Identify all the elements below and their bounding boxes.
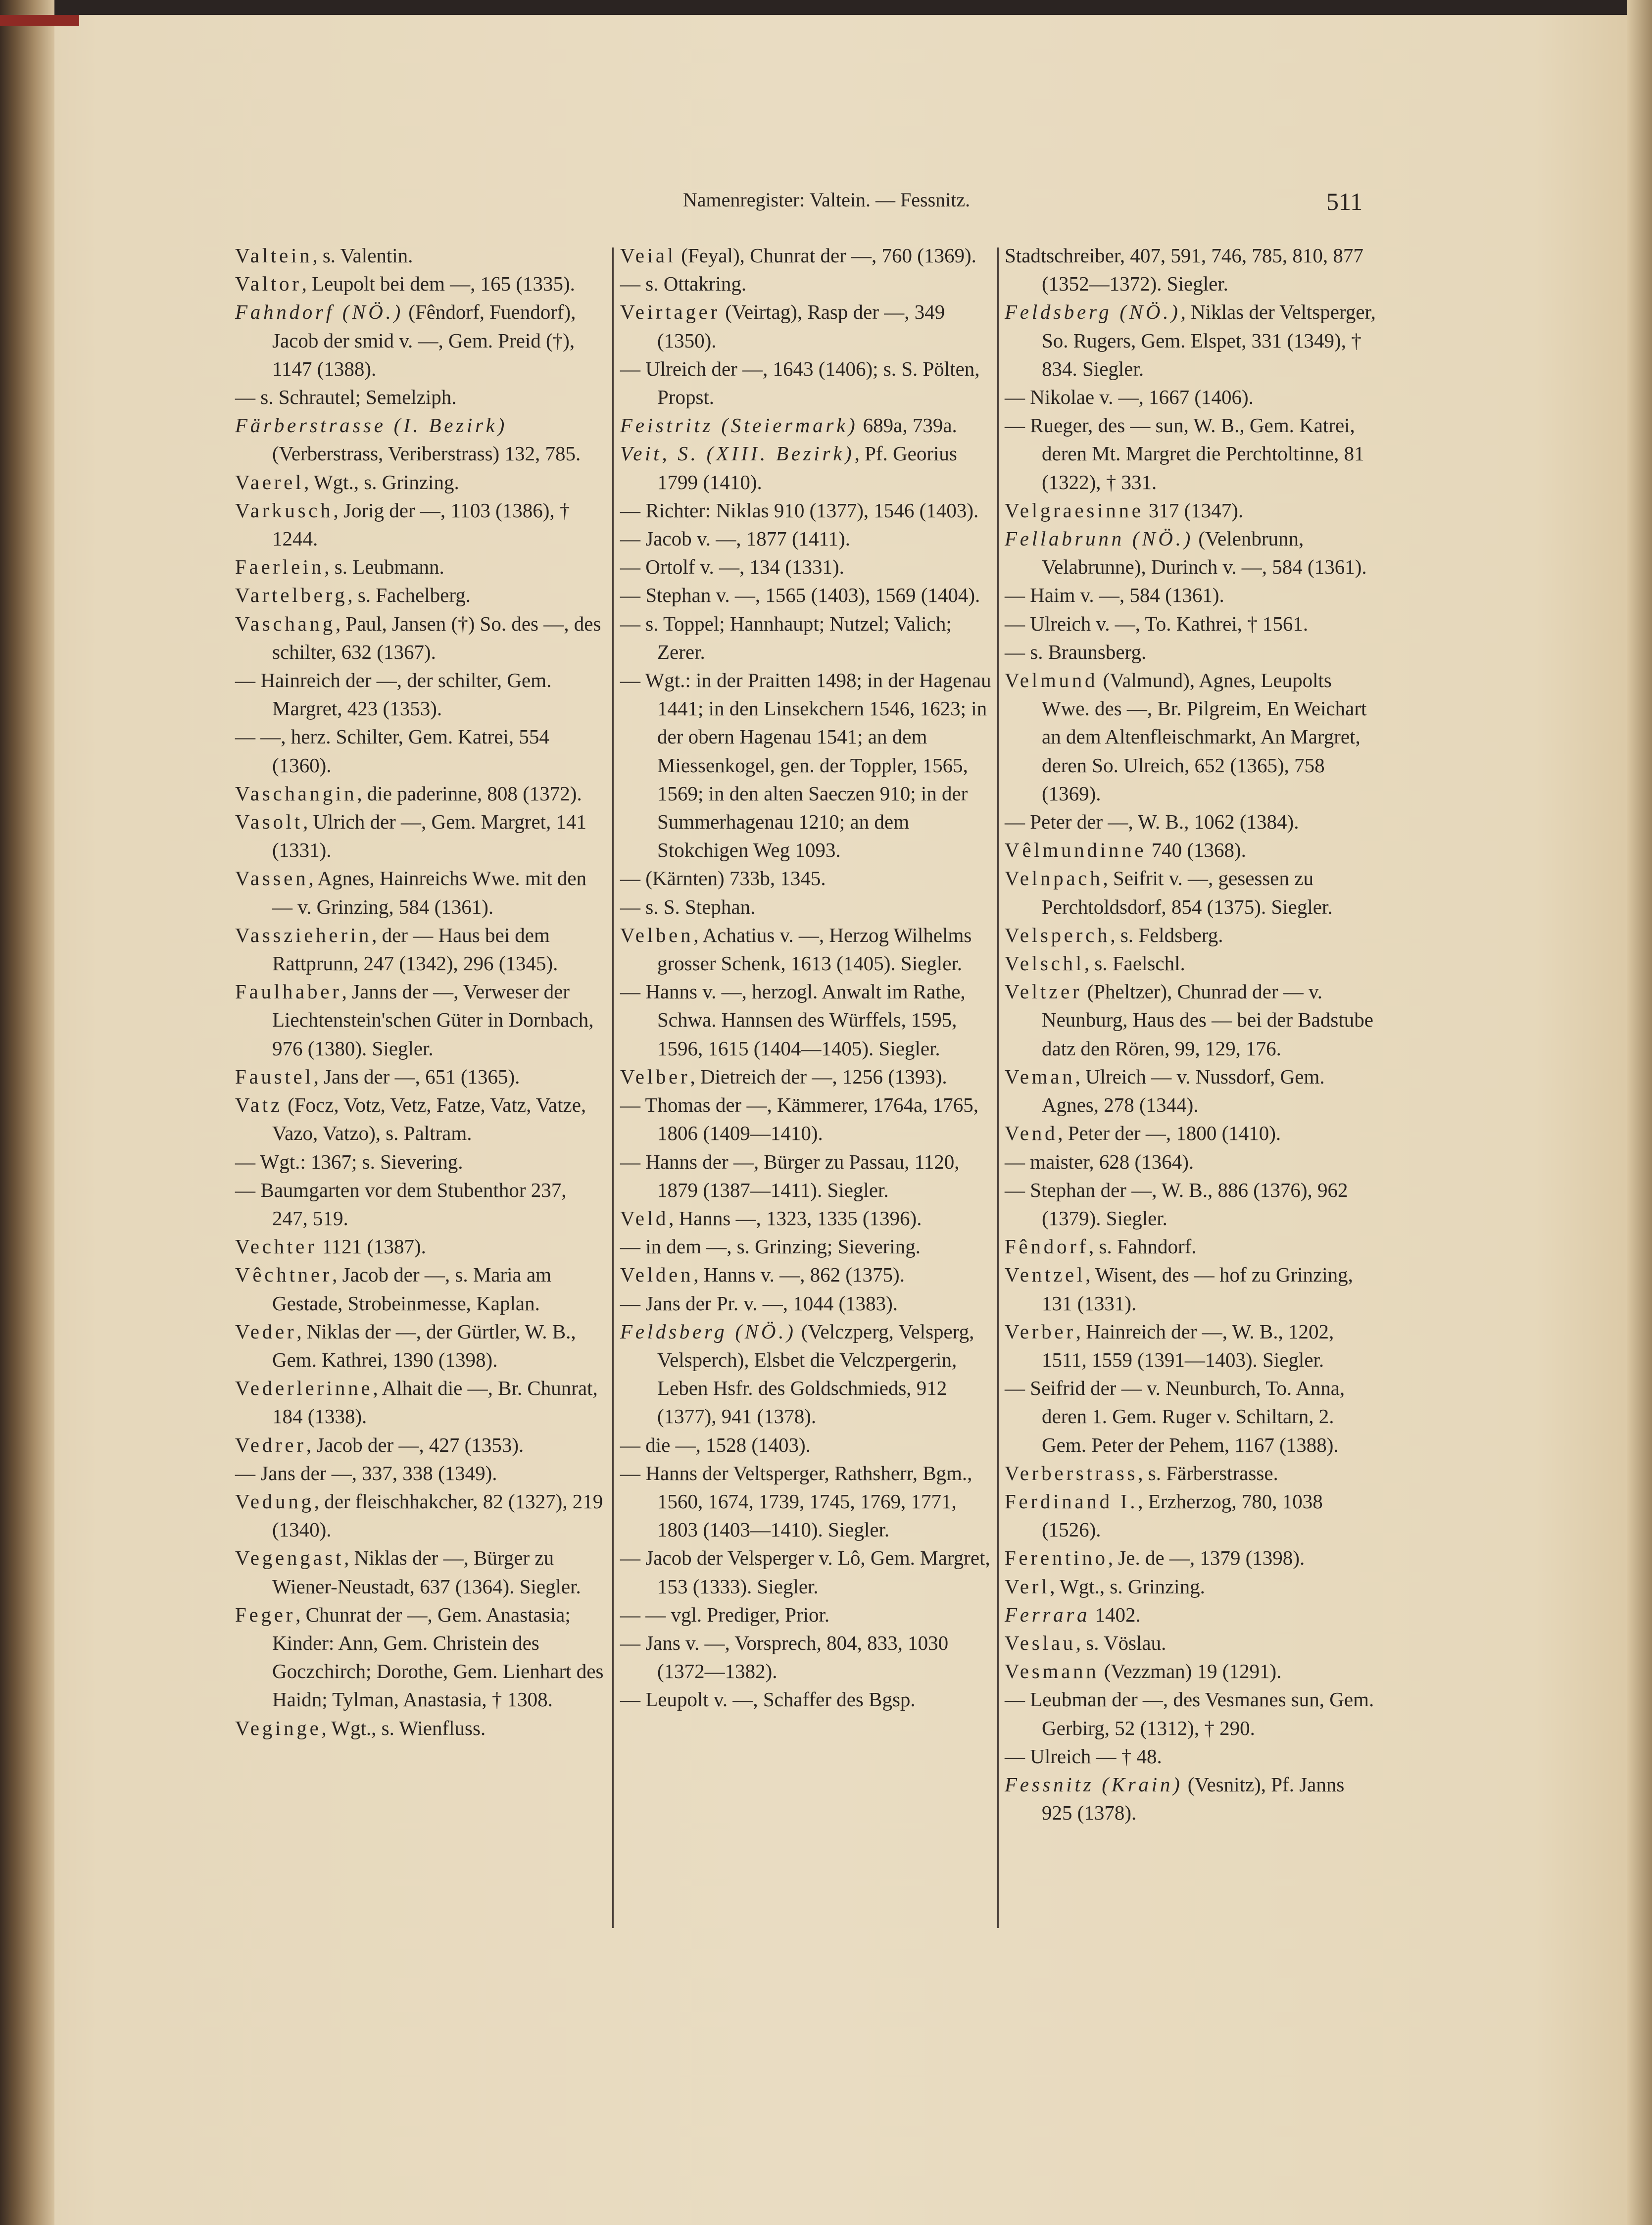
entry-headword: Varkusch: [235, 498, 334, 522]
index-entry: [620, 1233, 991, 1261]
entry-text: (Feyal), Chunrat der —, 760 (1369).: [676, 244, 976, 267]
index-entry: [1005, 1119, 1376, 1147]
entry-headword: Feger: [235, 1603, 296, 1626]
entry-headword: Velber: [620, 1065, 690, 1088]
index-entry: [620, 1318, 991, 1431]
entry-text: 317 (1347).: [1143, 498, 1244, 522]
top-edge-band: [0, 0, 1652, 15]
entry-text: 689a, 739a.: [858, 414, 957, 437]
index-entry: [235, 1148, 606, 1176]
entry-text: , Leupolt bei dem —, 165 (1335).: [301, 272, 575, 296]
index-entry: [235, 468, 606, 496]
index-entry: [620, 1431, 991, 1459]
index-entry: [1005, 1063, 1376, 1119]
entry-text: — Hanns der Veltsperger, Rathsherr, Bgm., 1560, 1674, 1739, 1745, 1769, 1771, 1803 (1403—1410). Siegler.: [620, 1461, 972, 1541]
index-entry: [1005, 1601, 1376, 1629]
entry-text: — Jans der —, 337, 338 (1349).: [235, 1461, 497, 1484]
entry-headword: Fahndorf (NÖ.): [235, 300, 404, 324]
entry-headword: Velnpach: [1005, 867, 1103, 890]
index-entry: [620, 242, 991, 270]
entry-text: 1121 (1387).: [317, 1235, 426, 1258]
entry-headword: Ferentino: [1005, 1546, 1108, 1570]
index-entry: [1005, 242, 1376, 298]
entry-headword: Veit, S. (XIII. Bezirk): [620, 442, 855, 465]
index-entry: [235, 1714, 606, 1742]
entry-text: — Wgt.: in der Praitten 1498; in der Hagenau 1441; in den Linsekchern 1546, 1623; in der obern Hagenau 1541; an dem Miessenkogel, gen. der Toppler, 1565, 1569; in den alten Saeczen 910; in der Summerhagenau 1210; an dem Stokchigen Weg 1093.: [620, 669, 991, 862]
entry-text: — Rueger, des — sun, W. B., Gem. Katrei, deren Mt. Margret die Perchtoltinne, 81 (1322), † 331.: [1005, 414, 1364, 494]
entry-text: — Richter: Niklas 910 (1377), 1546 (1403).: [620, 498, 979, 522]
entry-text: , s. Leubmann.: [324, 555, 444, 579]
index-entry: [1005, 1629, 1376, 1657]
entry-text: , Wgt., s. Wienfluss.: [321, 1716, 486, 1739]
index-entry: [235, 1091, 606, 1147]
index-entry: [620, 978, 991, 1063]
entry-text: — Baumgarten vor dem Stubenthor 237, 247, 519.: [235, 1178, 567, 1230]
entry-text: Stadtschreiber, 407, 591, 746, 785, 810, 877 (1352—1372). Siegler.: [1005, 244, 1363, 296]
index-entry: [1005, 525, 1376, 581]
index-entry: [235, 921, 606, 978]
entry-text: , Erzherzog, 780, 1038 (1526).: [1042, 1489, 1323, 1541]
entry-headword: Feldsberg (NÖ.): [620, 1320, 796, 1343]
entry-text: (Verberstrass, Veriberstrass) 132, 785.: [272, 442, 581, 465]
entry-text: — Wgt.: 1367; s. Sievering.: [235, 1150, 463, 1173]
entry-text: , Wgt., s. Grinzing.: [1050, 1575, 1205, 1598]
entry-text: (Vezzman) 19 (1291).: [1099, 1660, 1282, 1683]
index-entry: [1005, 978, 1376, 1063]
entry-text: — Jans der Pr. v. —, 1044 (1383).: [620, 1291, 898, 1315]
index-entry: [1005, 1544, 1376, 1572]
entry-text: , Ulreich — v. Nussdorf, Gem. Agnes, 278 (1344).: [1042, 1065, 1325, 1117]
index-entry: [620, 496, 991, 525]
index-entry: [235, 1233, 606, 1261]
entry-text: , die paderinne, 808 (1372).: [357, 782, 582, 805]
entry-text: — s. Ottakring.: [620, 272, 747, 296]
entry-text: , Pf. Georius 1799 (1410).: [657, 442, 957, 494]
index-entry: [235, 383, 606, 411]
entry-text: — Jacob v. —, 1877 (1411).: [620, 527, 850, 550]
entry-text: , Niklas der —, Bürger zu Wiener-Neustadt, 637 (1364). Siegler.: [272, 1546, 581, 1598]
index-entry: [1005, 1685, 1376, 1742]
entry-text: , Seifrit v. —, gesessen zu Perchtoldsdorf, 854 (1375). Siegler.: [1042, 867, 1333, 918]
entry-text: — Thomas der —, Kämmerer, 1764a, 1765, 1806 (1409—1410).: [620, 1093, 979, 1145]
index-column-3: [1005, 242, 1376, 1934]
index-entry: [1005, 1148, 1376, 1176]
entry-text: , s. Fachelberg.: [347, 584, 471, 607]
index-entry: [235, 1487, 606, 1544]
entry-text: , Peter der —, 1800 (1410).: [1058, 1122, 1281, 1145]
entry-text: , Jans der —, 651 (1365).: [313, 1065, 520, 1088]
index-entry: [1005, 1459, 1376, 1487]
index-entry: [235, 270, 606, 298]
index-entry: [235, 242, 606, 270]
entry-text: , Janns der —, Verweser der Liechtenstein'schen Güter in Dornbach, 976 (1380). Siegler.: [272, 980, 594, 1060]
entry-headword: Vedrer: [235, 1433, 306, 1456]
index-entry: [1005, 864, 1376, 921]
index-entry: [1005, 1657, 1376, 1685]
index-entry: [620, 411, 991, 440]
entry-text: (Valmund), Agnes, Leupolts Wwe. des —, Br. Pilgreim, En Weichart an dem Altenfleischmarkt, An Margret, deren So. Ulreich, 652 (1365), 758 (1369).: [1042, 669, 1367, 805]
entry-headword: Vederlerinne: [235, 1377, 373, 1400]
entry-text: 740 (1368).: [1146, 839, 1246, 862]
entry-text: — Jacob der Velsperger v. Lô, Gem. Margret, 153 (1333). Siegler.: [620, 1546, 990, 1598]
entry-text: , Ulrich der —, Gem. Margret, 141 (1331).: [272, 810, 587, 862]
entry-headword: Vartelberg: [235, 584, 348, 607]
entry-text: , Je. de —, 1379 (1398).: [1108, 1546, 1305, 1570]
entry-headword: Verl: [1005, 1575, 1050, 1598]
entry-headword: Faustel: [235, 1065, 314, 1088]
entry-text: — (Kärnten) 733b, 1345.: [620, 867, 826, 890]
entry-text: , Alhait die —, Br. Chunrat, 184 (1338).: [272, 1377, 598, 1428]
index-entry: [620, 1459, 991, 1544]
entry-text: (Vesnitz), Pf. Janns 925 (1378).: [1042, 1773, 1345, 1825]
entry-text: — Leubman der —, des Vesmanes sun, Gem. Gerbirg, 52 (1312), † 290.: [1005, 1688, 1374, 1739]
entry-text: , Jacob der —, 427 (1353).: [306, 1433, 524, 1456]
entry-headword: Feldsberg (NÖ.): [1005, 300, 1181, 324]
index-entry: [1005, 1261, 1376, 1317]
index-entry: [1005, 921, 1376, 949]
index-entry: [235, 666, 606, 723]
index-entry: [620, 864, 991, 892]
index-entry: [1005, 1176, 1376, 1233]
entry-text: — Seifrid der — v. Neunburch, To. Anna, deren 1. Gem. Ruger v. Schiltarn, 2. Gem. Peter der Pehem, 1167 (1388).: [1005, 1377, 1345, 1456]
entry-headword: Vêlmundinne: [1005, 839, 1147, 862]
entry-headword: Veder: [235, 1320, 297, 1343]
index-entry: [235, 610, 606, 666]
index-entry: [1005, 1374, 1376, 1459]
entry-text: , Jorig der —, 1103 (1386), † 1244.: [272, 498, 570, 550]
entry-text: , der — Haus bei dem Rattprunn, 247 (1342), 296 (1345).: [272, 923, 558, 975]
entry-text: — Ulreich v. —, To. Kathrei, † 1561.: [1005, 612, 1309, 635]
index-entry: [235, 1374, 606, 1431]
index-entry: [620, 1685, 991, 1714]
index-entry: [1005, 1573, 1376, 1601]
entry-text: , Hanns —, 1323, 1335 (1396).: [669, 1206, 922, 1230]
index-entry: [1005, 638, 1376, 666]
index-entry: [235, 1318, 606, 1374]
entry-text: , Wgt., s. Grinzing.: [304, 470, 459, 494]
index-entry: [620, 1148, 991, 1204]
entry-text: , Jacob der —, s. Maria am Gestade, Strobeinmesse, Kaplan.: [272, 1263, 552, 1315]
entry-text: , Agnes, Hainreichs Wwe. mit den — v. Grinzing, 584 (1361).: [272, 867, 587, 918]
entry-headword: Velgraesinne: [1005, 498, 1144, 522]
entry-text: , Niklas der Veltsperger, So. Rugers, Gem. Elspet, 331 (1349), † 834. Siegler.: [1042, 300, 1376, 380]
entry-headword: Vêchtner: [235, 1263, 333, 1286]
entry-text: , s. Vöslau.: [1075, 1631, 1166, 1654]
index-entry: [235, 1601, 606, 1714]
entry-headword: Vatz: [235, 1093, 283, 1117]
entry-headword: Veld: [620, 1206, 669, 1230]
entry-text: — Hainreich der —, der schilter, Gem. Margret, 423 (1353).: [235, 669, 552, 720]
entry-text: — Stephan der —, W. B., 886 (1376), 962 (1379). Siegler.: [1005, 1178, 1348, 1230]
index-entry: [620, 1544, 991, 1600]
entry-headword: Feistritz (Steiermark): [620, 414, 858, 437]
index-entry: [620, 666, 991, 864]
running-title: Namenregister: Valtein. — Fessnitz.: [682, 189, 971, 211]
index-entry: [620, 1261, 991, 1289]
index-entry: [235, 298, 606, 383]
entry-text: — Ulreich der —, 1643 (1406); s. S. Pölten, Propst.: [620, 357, 980, 409]
index-entry: [620, 1629, 991, 1685]
entry-headword: Vasszieherin: [235, 923, 372, 946]
index-entry: [620, 1289, 991, 1318]
entry-text: — Ortolf v. —, 134 (1331).: [620, 555, 844, 579]
entry-text: — Hanns v. —, herzogl. Anwalt im Rathe, Schwa. Hannsen des Würffels, 1595, 1596, 1615 (1404—1405). Siegler.: [620, 980, 966, 1060]
right-page-edge: [1627, 0, 1652, 2225]
entry-text: , Hanns v. —, 862 (1375).: [693, 1263, 905, 1286]
entry-text: — Jans v. —, Vorsprech, 804, 833, 1030 (1372—1382).: [620, 1631, 949, 1683]
entry-text: (Velenbrunn, Velabrunne), Durinch v. —, 584 (1361).: [1042, 527, 1367, 579]
entry-headword: Vasolt: [235, 810, 303, 834]
entry-headword: Veginge: [235, 1716, 322, 1739]
index-entry: [620, 610, 991, 666]
entry-headword: Fellabrunn (NÖ.): [1005, 527, 1194, 550]
entry-headword: Veslau: [1005, 1631, 1076, 1654]
entry-text: — Haim v. —, 584 (1361).: [1005, 584, 1224, 607]
index-entry: [1005, 496, 1376, 525]
entry-text: , s. Faelschl.: [1084, 952, 1185, 975]
page-number: 511: [1326, 188, 1363, 215]
entry-headword: Vedung: [235, 1489, 314, 1513]
index-entry: [235, 553, 606, 581]
index-entry: [1005, 610, 1376, 638]
index-entry: [1005, 383, 1376, 411]
index-entry: [235, 411, 606, 468]
index-entry: [620, 298, 991, 354]
entry-text: , Niklas der —, der Gürtler, W. B., Gem. Kathrei, 1390 (1398).: [272, 1320, 576, 1371]
index-entry: [235, 780, 606, 808]
entry-headword: Velschl: [1005, 952, 1084, 975]
index-entry: [235, 808, 606, 864]
entry-headword: Fêndorf: [1005, 1235, 1089, 1258]
entry-text: — Leupolt v. —, Schaffer des Bgsp.: [620, 1688, 916, 1711]
index-entry: [235, 581, 606, 609]
entry-text: — die —, 1528 (1403).: [620, 1433, 811, 1456]
index-entry: [620, 1204, 991, 1233]
red-edge-mark: [0, 15, 79, 26]
index-entry: [620, 581, 991, 609]
entry-text: , Wisent, des — hof zu Grinzing, 131 (1331).: [1042, 1263, 1353, 1315]
entry-text: , s. Feldsberg.: [1110, 923, 1223, 946]
index-entry: [235, 864, 606, 921]
index-entry: [235, 496, 606, 553]
entry-headword: Veltzer: [1005, 980, 1082, 1003]
entry-headword: Veial: [620, 244, 676, 267]
index-entry: [235, 1176, 606, 1233]
index-entry: [1005, 666, 1376, 808]
entry-text: — s. Toppel; Hannhaupt; Nutzel; Valich; Zerer.: [620, 612, 952, 663]
entry-text: , Dietreich der —, 1256 (1393).: [690, 1065, 947, 1088]
entry-headword: Vesmann: [1005, 1660, 1099, 1683]
entry-headword: Velsperch: [1005, 923, 1111, 946]
index-entry: [235, 978, 606, 1063]
entry-headword: Ventzel: [1005, 1263, 1086, 1286]
index-entry: [620, 270, 991, 298]
entry-text: (Veirtag), Rasp der —, 349 (1350).: [657, 300, 945, 352]
entry-text: , s. Färberstrasse.: [1138, 1461, 1278, 1484]
entry-headword: Vend: [1005, 1122, 1058, 1145]
entry-headword: Vassen: [235, 867, 309, 890]
entry-text: (Fêndorf, Fuendorf), Jacob der smid v. —, Gem. Preid (†), 1147 (1388).: [272, 300, 576, 380]
entry-headword: Ferdinand I.: [1005, 1489, 1138, 1513]
entry-text: , Achatius v. —, Herzog Wilhelms grosser Schenk, 1613 (1405). Siegler.: [657, 923, 972, 975]
entry-headword: Velben: [620, 923, 694, 946]
entry-text: — in dem —, s. Grinzing; Sievering.: [620, 1235, 921, 1258]
index-entry: [1005, 411, 1376, 496]
entry-text: — — vgl. Prediger, Prior.: [620, 1603, 830, 1626]
index-entry: [235, 1459, 606, 1487]
entry-headword: Faulhaber: [235, 980, 342, 1003]
entry-text: — Hanns der —, Bürger zu Passau, 1120, 1879 (1387—1411). Siegler.: [620, 1150, 960, 1201]
entry-headword: Veman: [1005, 1065, 1075, 1088]
index-column-2: [620, 242, 991, 1934]
entry-text: — maister, 628 (1364).: [1005, 1150, 1194, 1173]
index-entry: [235, 1544, 606, 1600]
entry-text: (Focz, Votz, Vetz, Fatze, Vatz, Vatze, Vazo, Vatzo), s. Paltram.: [272, 1093, 586, 1145]
entry-text: — s. Braunsberg.: [1005, 640, 1147, 663]
entry-text: , s. Valentin.: [312, 244, 413, 267]
entry-headword: Vaschangin: [235, 782, 357, 805]
entry-headword: Ferrara: [1005, 1603, 1090, 1626]
entry-text: — —, herz. Schilter, Gem. Katrei, 554 (1360).: [235, 725, 549, 777]
index-entry: [1005, 949, 1376, 978]
entry-text: , s. Fahndorf.: [1089, 1235, 1197, 1258]
index-entry: [1005, 298, 1376, 383]
index-entry: [1005, 808, 1376, 836]
entry-headword: Velden: [620, 1263, 694, 1286]
entry-text: (Velczperg, Velsperg, Velsperch), Elsbet die Velczpergerin, Leben Hsfr. des Goldschmieds, 912 (1377), 941 (1378).: [657, 1320, 974, 1428]
index-entry: [620, 921, 991, 978]
index-entry: [1005, 1742, 1376, 1771]
entry-headword: Vechter: [235, 1235, 317, 1258]
index-entry: [620, 893, 991, 921]
index-entry: [235, 1063, 606, 1091]
index-entry: [620, 440, 991, 496]
entry-headword: Färberstrasse (I. Bezirk): [235, 414, 508, 437]
index-entry: [620, 1063, 991, 1091]
index-entry: [620, 355, 991, 411]
index-entry: [1005, 1318, 1376, 1374]
index-column-1: [235, 242, 606, 1934]
binding-edge: [0, 0, 54, 2225]
index-entry: [620, 525, 991, 553]
entry-headword: Vaerel: [235, 470, 304, 494]
entry-headword: Vegengast: [235, 1546, 344, 1570]
entry-headword: Valtein: [235, 244, 313, 267]
entry-headword: Vaschang: [235, 612, 336, 635]
index-entry: [235, 723, 606, 779]
index-entry: [235, 1431, 606, 1459]
entry-text: , der fleischhakcher, 82 (1327), 219 (1340).: [272, 1489, 603, 1541]
entry-text: — s. S. Stephan.: [620, 895, 756, 918]
entry-text: — Peter der —, W. B., 1062 (1384).: [1005, 810, 1299, 834]
entry-headword: Velmund: [1005, 669, 1098, 692]
column-rule: [997, 247, 999, 1928]
entry-headword: Valtor: [235, 272, 302, 296]
index-entry: [620, 1601, 991, 1629]
column-rule: [612, 247, 614, 1928]
index-entry: [1005, 1487, 1376, 1544]
entry-headword: Veirtager: [620, 300, 720, 324]
entry-text: , Paul, Jansen (†) So. des —, des schilter, 632 (1367).: [272, 612, 601, 663]
entry-text: — Nikolae v. —, 1667 (1406).: [1005, 386, 1254, 409]
entry-text: , Chunrat der —, Gem. Anastasia; Kinder: Ann, Gem. Christein des Goczchirch; Dorothe, Gem. Lienhart des Haidn; Tylman, Anastasia, † 1308.: [272, 1603, 604, 1711]
index-entry: [1005, 581, 1376, 609]
entry-text: 1402.: [1090, 1603, 1141, 1626]
index-entry: [1005, 836, 1376, 864]
entry-headword: Faerlein: [235, 555, 325, 579]
entry-text: — s. Schrautel; Semelziph.: [235, 386, 457, 409]
index-entry: [235, 1261, 606, 1317]
entry-headword: Fessnitz (Krain): [1005, 1773, 1183, 1796]
entry-text: (Pheltzer), Chunrad der — v. Neunburg, Haus des — bei der Badstube datz den Rören, 99, 129, 176.: [1042, 980, 1373, 1060]
entry-headword: Verberstrass: [1005, 1461, 1138, 1484]
index-entry: [1005, 1771, 1376, 1827]
entry-text: — Ulreich — † 48.: [1005, 1744, 1162, 1768]
index-entry: [620, 553, 991, 581]
entry-headword: Verber: [1005, 1320, 1076, 1343]
entry-text: , Hainreich der —, W. B., 1202, 1511, 1559 (1391—1403). Siegler.: [1042, 1320, 1334, 1371]
entry-text: — Stephan v. —, 1565 (1403), 1569 (1404).: [620, 584, 980, 607]
index-entry: [620, 1091, 991, 1147]
index-entry: [1005, 1233, 1376, 1261]
